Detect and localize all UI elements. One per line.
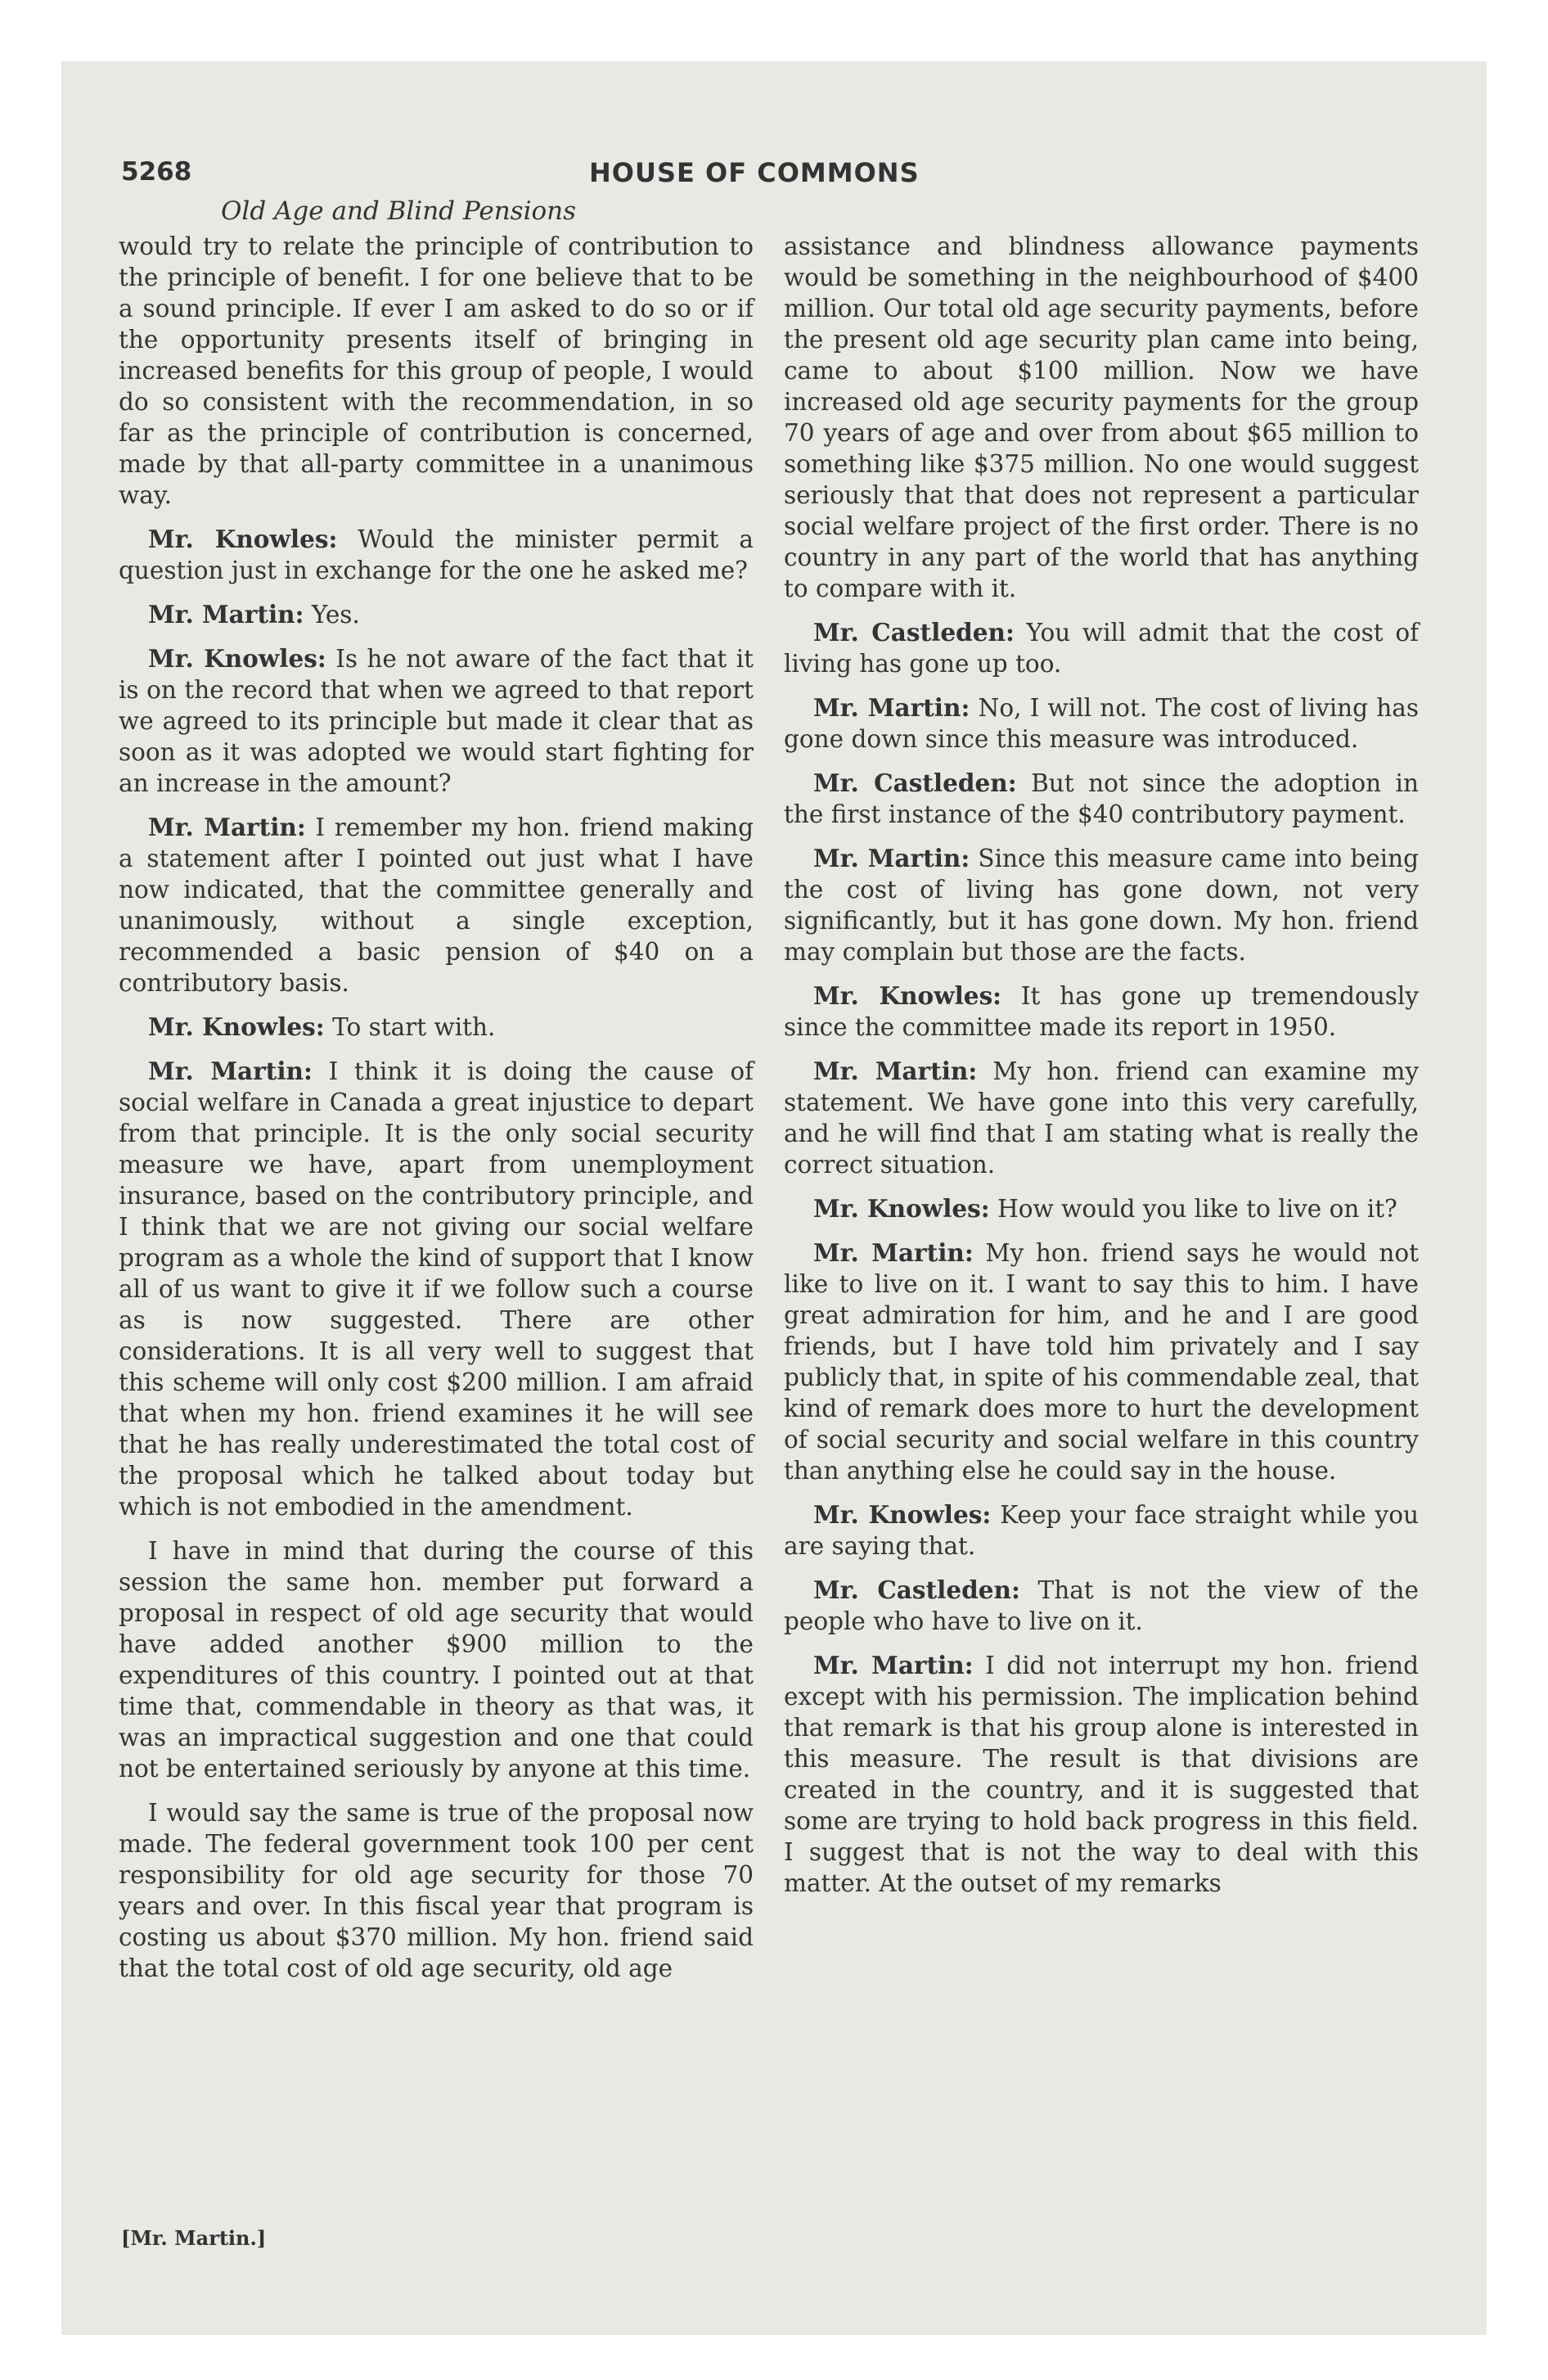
paragraph [784, 692, 1419, 755]
section-title: Old Age and Blind Pensions [221, 196, 577, 226]
page-number: 5268 [121, 157, 192, 187]
paragraph [784, 980, 1419, 1043]
paragraph [119, 643, 754, 799]
speaker-name: Mr. Knowles: [148, 1012, 325, 1041]
paragraph [784, 231, 1419, 604]
speech-text: My hon. friend can examine my statement. We have gone into this very carefully, and he will find that I am stating what is really the correct situation. [784, 1057, 1419, 1179]
paragraph [784, 1499, 1419, 1562]
paragraph [784, 617, 1419, 679]
speech-text: How would you like to live on it? [997, 1195, 1397, 1223]
paragraph [119, 1012, 754, 1043]
speaker-name: Mr. Castleden: [813, 618, 1015, 647]
speech-text: You will admit that the cost of living has gone up too. [784, 619, 1419, 678]
speaker-name: Mr. Martin: [813, 1651, 974, 1679]
paragraph [784, 1056, 1419, 1180]
speech-text: But not since the adoption in the first instance of the $40 contributory payment. [784, 769, 1419, 828]
speech-text: Is he not aware of the fact that it is on the record that when we agreed to that report we agreed to its principle but made it clear that as soon as it was adopted we would start fighting for an increase in the amount? [119, 645, 754, 797]
speaker-name: Mr. Knowles: [813, 1194, 990, 1223]
speaker-name: Mr. Martin: [813, 693, 970, 722]
speech-text: I think it is doing the cause of social welfare in Canada a great injustice to depart from that principle. It is the only social security measure we have, apart from unemployment insurance, based on the contributory principle, and I think that we are not giving our social welfare program as a whole the kind of support that I know all of us want to give it if we follow such a course as is now suggested. There are other considerations. It is all very well to suggest that this scheme will only cost $200 million. I am afraid that when my hon. friend examines it he will see that he has really underestimated the total cost of the proposal which he talked about today but which is not embodied in the amendment. [119, 1057, 754, 1521]
paragraph [119, 812, 754, 998]
paragraph [784, 843, 1419, 967]
footer-attribution: [Mr. Martin.] [121, 2226, 267, 2250]
speaker-name: Mr. Martin: [813, 1057, 978, 1085]
running-head: HOUSE OF COMMONS [589, 157, 920, 188]
speaker-name: Mr. Castleden: [813, 1575, 1020, 1604]
speech-text: Yes. [311, 601, 360, 629]
speech-text: Would the minister permit a question just in exchange for the one he asked me? [119, 525, 754, 584]
speech-text: No, I will not. The cost of living has gone down since this measure was introduced. [784, 694, 1419, 753]
speech-text: Since this measure came into being the cost of living has gone down, not very significantly, but it has gone down. My hon. friend may complain but those are the facts. [784, 845, 1419, 966]
speech-text: That is not the view of the people who have to live on it. [784, 1576, 1419, 1635]
left-column [119, 231, 754, 1997]
paragraph [119, 524, 754, 586]
paragraph [784, 1575, 1419, 1637]
speech-text: To start with. [332, 1013, 496, 1041]
paragraph [119, 1797, 754, 1984]
right-column [784, 231, 1419, 1912]
paragraph [119, 231, 754, 511]
speech-text: It has gone up tremendously since the committee made its report in 1950. [784, 982, 1419, 1041]
paragraph [119, 1056, 754, 1522]
speaker-name: Mr. Martin: [813, 1238, 974, 1267]
paragraph [119, 599, 754, 630]
speech-text: would try to relate the principle of contribution to the principle of benefit. I for one believe that to be a sound principle. If ever I am asked to do so or if the opportunity presents itself of bringing in increased benefits for this group of people, I would do so consistent with the recommendation, in so far as the principle of contribution is concerned, made by that all-party committee in a unanimous way. [119, 232, 754, 509]
speech-text: I would say the same is true of the proposal now made. The federal government took 100 per cent responsibility for old age security for those 70 years and over. In this fiscal year that program is costing us about $370 million. My hon. friend said that the total cost of old age security, old age [119, 1799, 754, 1982]
speaker-name: Mr. Castleden: [813, 769, 1017, 797]
speaker-name: Mr. Martin: [148, 813, 306, 841]
speech-text: I remember my hon. friend making a statement after I pointed out just what I have now indicated, that the committee generally and unanimously, without a single exception, recommended a basic pension of $40 on a contributory basis. [119, 814, 754, 997]
paragraph [119, 1535, 754, 1784]
speech-text: My hon. friend says he would not like to live on it. I want to say this to him. I have great admiration for him, and he and I are good friends, but I have told him privately and I say publicly that, in spite of his commendable zeal, that kind of remark does more to hurt the development of social security and social welfare in this country than anything else he could say in the house. [784, 1239, 1419, 1485]
speaker-name: Mr. Knowles: [148, 644, 326, 673]
paragraph [784, 1193, 1419, 1224]
speaker-name: Mr. Knowles: [813, 1500, 992, 1529]
speaker-name: Mr. Knowles: [148, 525, 338, 553]
speech-text: I did not interrupt my hon. friend except with his permission. The implication behind that remark is that his group alone is interested in this measure. The result is that divisions are created in the country, and it is suggested that some are trying to hold back progress in this field. I suggest that is not the way to deal with this matter. At the outset of my remarks [784, 1652, 1419, 1897]
paragraph [784, 768, 1419, 830]
speech-text: I have in mind that during the course of this session the same hon. member put forward a proposal in respect of old age security that would have added another $900 million to the expenditures of this country. I pointed out at that time that, commendable in theory as that was, it was an impractical suggestion and one that could not be entertained seriously by anyone at this time. [119, 1537, 754, 1783]
page-header [0, 157, 1548, 190]
speech-text: Keep your face straight while you are saying that. [784, 1501, 1419, 1560]
speaker-name: Mr. Martin: [813, 844, 970, 872]
paragraph [784, 1237, 1419, 1486]
speaker-name: Mr. Martin: [148, 1057, 313, 1085]
speaker-name: Mr. Knowles: [813, 981, 1002, 1010]
speaker-name: Mr. Martin: [148, 600, 304, 629]
paragraph [784, 1650, 1419, 1899]
speech-text: assistance and blindness allowance payments would be something in the neighbourhood of $400 million. Our total old age security payments, before the present old age security plan came into being, came to about $100 million. Now we have increased old age security payments for the group 70 years of age and over from about $65 million to something like $375 million. No one would suggest seriously that that does not represent a particular social welfare project of the first order. There is no country in any part of the world that has anything to compare with it. [784, 232, 1419, 602]
